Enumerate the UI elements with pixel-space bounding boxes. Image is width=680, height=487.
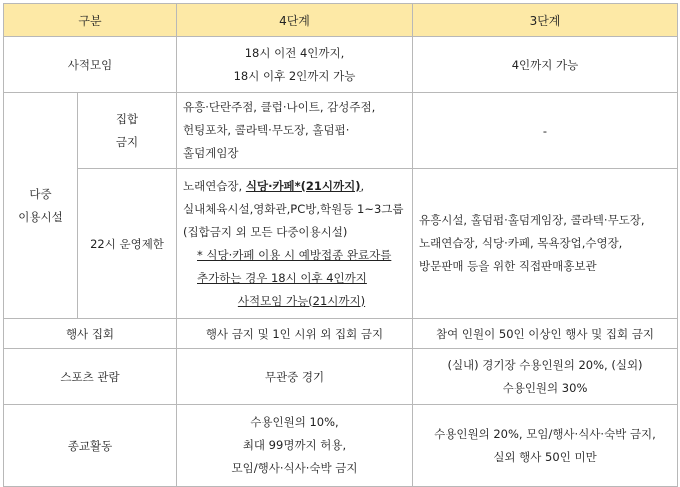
vaccination-note: [183, 244, 406, 313]
text-line: 실외 행사 50인 미만: [493, 449, 597, 464]
religion-label: 종교활동: [4, 405, 177, 487]
distancing-rules-table: [3, 3, 678, 487]
events-level3: 참여 인원이 50인 이상인 행사 및 집회 금지: [413, 319, 678, 349]
note-line: 사적모임 가능(21시까지): [237, 293, 366, 308]
text-line: 집합: [115, 111, 139, 126]
header-row: [4, 4, 678, 37]
religion-level3: [413, 405, 678, 487]
text-line: (집합금지 외 모든 다중이용시설): [183, 224, 348, 239]
multi-use-facility-label: [4, 93, 78, 319]
text-line: 이용시설: [18, 209, 63, 224]
header-category: 구분: [4, 4, 177, 37]
row-sports: [4, 349, 678, 405]
text-line: 실내체육시설,영화관,PC방,학원등 1~3그룹: [183, 201, 404, 216]
text-line: 헌팅포차, 콜라텍·무도장, 홀덤펍·: [183, 123, 350, 137]
text-line: 최대 99명까지 허용,: [242, 438, 347, 452]
text-line: 유흥·단란주점, 클럽·나이트, 감성주점,: [183, 100, 376, 114]
text-segment: 노래연습장,: [183, 178, 246, 193]
gathering-ban-label: [78, 93, 177, 169]
cafe-hours-underlined: 식당·카페*(21시까지): [245, 178, 361, 193]
text-line: 다중: [29, 186, 52, 201]
row-religion: [4, 405, 678, 487]
distancing-table-container: [3, 3, 677, 482]
text-line: 홀덤게임장: [183, 146, 239, 160]
sports-level3: [413, 349, 678, 405]
religion-level4: [177, 405, 413, 487]
text-line: 수용인원의 20%, 모임/행사·식사·숙박 금지,: [434, 426, 656, 441]
row-22h-limit: [4, 169, 678, 319]
text-line: 모임/행사·식사·숙박 금지: [231, 461, 358, 475]
text-line: 금지: [115, 134, 139, 149]
gathering-ban-level3: -: [413, 93, 678, 169]
note-line: 추가하는 경우 18시 이후 4인까지: [197, 270, 367, 285]
text-line: 유흥시설, 홀덤펍·홀덤게임장, 콜라텍·무도장,: [419, 213, 645, 227]
hours-limit-label: 22시 운영제한: [78, 169, 177, 319]
sports-label: 스포츠 관람: [4, 349, 177, 405]
events-label: 행사 집회: [4, 319, 177, 349]
text-line: [183, 175, 406, 198]
private-gathering-level4: [177, 37, 413, 93]
hours-limit-level4: [177, 169, 413, 319]
header-level3: 3단계: [413, 4, 678, 37]
text-line: 노래연습장, 식당·카페, 목욕장업,수영장,: [419, 236, 623, 250]
private-gathering-level3: 4인까지 가능: [413, 37, 678, 93]
row-events: [4, 319, 678, 349]
header-level4: 4단계: [177, 4, 413, 37]
text-line: (실내) 경기장 수용인원의 20%, (실외): [447, 357, 643, 372]
note-line: * 식당·카페 이용 시 예방접종 완료자를: [197, 247, 392, 262]
row-gathering-ban: [4, 93, 678, 169]
text-line: 방문판매 등을 위한 직접판매홍보관: [419, 259, 597, 273]
text-line: 18시 이후 2인까지 가능: [233, 68, 356, 83]
text-line: 18시 이전 4인까지,: [244, 45, 345, 60]
text-segment: ,: [360, 178, 365, 193]
row-private-gathering: [4, 37, 678, 93]
private-gathering-label: 사적모임: [4, 37, 177, 93]
text-line: 수용인원의 30%: [502, 380, 588, 395]
hours-limit-level3: [413, 169, 678, 319]
sports-level4: 무관중 경기: [177, 349, 413, 405]
gathering-ban-level4: [177, 93, 413, 169]
text-line: 수용인원의 10%,: [250, 415, 339, 429]
events-level4: 행사 금지 및 1인 시위 외 집회 금지: [177, 319, 413, 349]
